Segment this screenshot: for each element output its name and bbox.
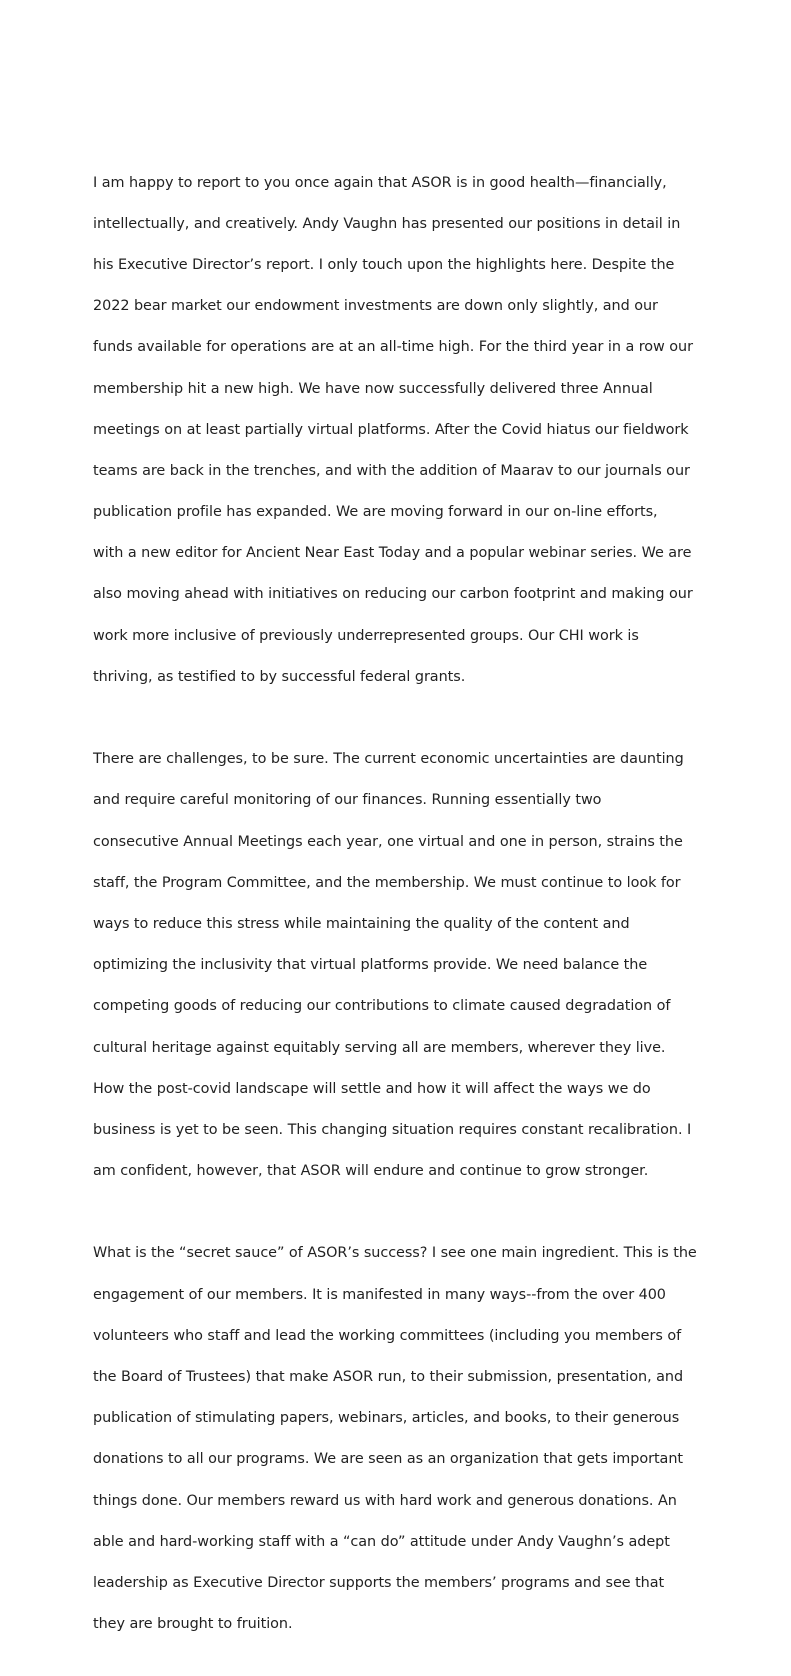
paragraph-line: with a new editor for Ancient Near East Today and a popular webinar series. We are <box>93 545 692 562</box>
paragraph-line: publication profile has expanded. We are moving forward in our on-line efforts, <box>93 504 658 521</box>
paragraph-line: competing goods of reducing our contributions to climate caused degradation of <box>93 998 671 1015</box>
paragraph-line: There are challenges, to be sure. The current economic uncertainties are daunting <box>93 751 684 768</box>
paragraph-line: membership hit a new high. We have now successfully delivered three Annual <box>93 380 653 397</box>
paragraph-line: intellectually, and creatively. Andy Vaughn has presented our positions in detail in <box>93 215 681 232</box>
paragraph-line: leadership as Executive Director supports the members’ programs and see that <box>93 1574 665 1591</box>
paragraph-line: thriving, as testified to by successful federal grants. <box>93 668 466 685</box>
paragraph-line: the Board of Trustees) that make ASOR run, to their submission, presentation, and <box>93 1369 684 1386</box>
paragraph-line: they are brought to fruition. <box>93 1616 293 1633</box>
paragraph-line: How the post-covid landscape will settle and how it will affect the ways we do <box>93 1080 651 1097</box>
paragraph-line: things done. Our members reward us with hard work and generous donations. An <box>93 1492 677 1509</box>
paragraph-line: consecutive Annual Meetings each year, one virtual and one in person, strains the <box>93 833 683 850</box>
paragraph-line: staff, the Program Committee, and the membership. We must continue to look for <box>93 874 681 891</box>
paragraph-line: his Executive Director’s report. I only touch upon the highlights here. Despite the <box>93 256 675 273</box>
paragraph-line: cultural heritage against equitably serving all are members, wherever they live. <box>93 1039 666 1056</box>
paragraph-line: I am happy to report to you once again that ASOR is in good health—financially, <box>93 174 667 191</box>
paragraph-2 <box>93 729 701 1203</box>
paragraph-line: What is the “secret sauce” of ASOR’s success? I see one main ingredient. This is the <box>93 1245 697 1262</box>
document-body <box>93 152 701 1676</box>
paragraph-line: am confident, however, that ASOR will endure and continue to grow stronger. <box>93 1163 649 1180</box>
paragraph-line: engagement of our members. It is manifested in many ways--from the over 400 <box>93 1286 666 1303</box>
paragraph-line: able and hard-working staff with a “can do” attitude under Andy Vaughn’s adept <box>93 1533 670 1550</box>
paragraph-line: donations to all our programs. We are seen as an organization that gets important <box>93 1451 683 1468</box>
paragraph-line: also moving ahead with initiatives on reducing our carbon footprint and making our <box>93 586 693 603</box>
paragraph-line: teams are back in the trenches, and with the addition of Maarav to our journals our <box>93 462 690 479</box>
paragraph-line: ways to reduce this stress while maintaining the quality of the content and <box>93 915 630 932</box>
paragraph-line: volunteers who staff and lead the working committees (including you members of <box>93 1327 682 1344</box>
paragraph-line: 2022 bear market our endowment investments are down only slightly, and our <box>93 298 658 315</box>
paragraph-line: optimizing the inclusivity that virtual platforms provide. We need balance the <box>93 957 648 974</box>
paragraph-3 <box>93 1223 701 1655</box>
paragraph-line: meetings on at least partially virtual platforms. After the Covid hiatus our fieldwork <box>93 421 689 438</box>
paragraph-line: and require careful monitoring of our finances. Running essentially two <box>93 792 602 809</box>
paragraph-line: funds available for operations are at an all-time high. For the third year in a row our <box>93 339 693 356</box>
paragraph-line: work more inclusive of previously underrepresented groups. Our CHI work is <box>93 627 639 644</box>
paragraph-line: business is yet to be seen. This changing situation requires constant recalibration. I <box>93 1121 692 1138</box>
paragraph-line: publication of stimulating papers, webinars, articles, and books, to their generous <box>93 1410 680 1427</box>
paragraph-1 <box>93 152 701 708</box>
